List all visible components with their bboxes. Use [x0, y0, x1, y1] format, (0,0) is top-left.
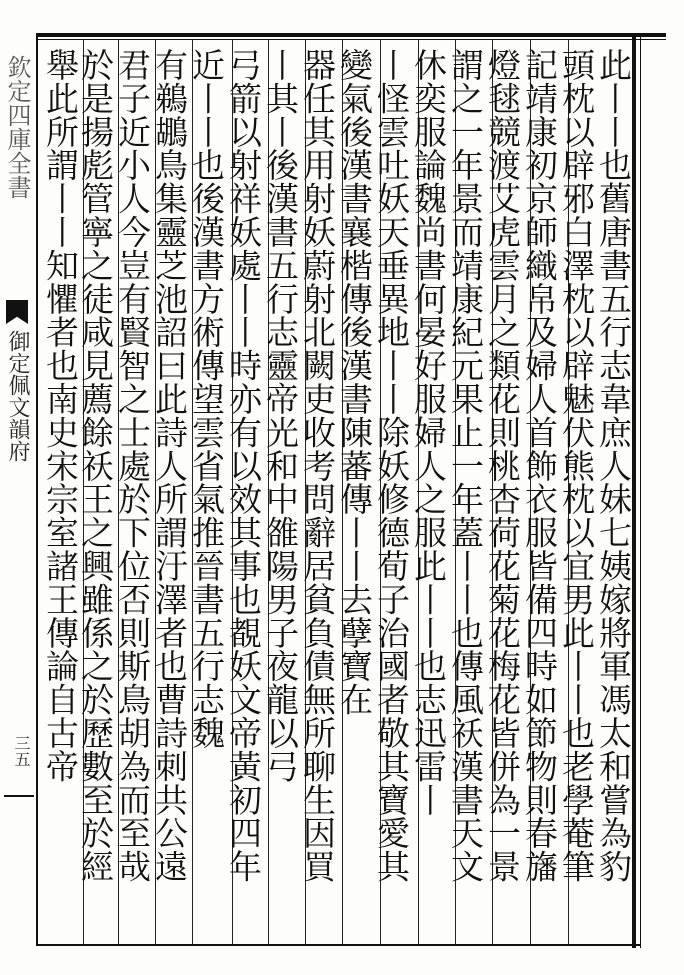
text-column-4: 燈毬競渡艾虎雲月之類花則桃杏荷花菊花梅花皆併為一景 [483, 48, 522, 883]
text-column-6: 休奕服論魏尚書何晏好服婦人之服此丨丨也志迅雷丨 [409, 48, 448, 817]
text-column-16: 舉此所謂丨丨知懼者也南史宋宗室諸王傳論自古帝 [41, 48, 80, 783]
page-number: 三五 [4, 735, 34, 797]
text-column-11: 弓箭以射祥妖處丨丨時亦有以效其事也覩妖文帝黃初四年 [224, 48, 263, 883]
margin-book-title: 御定佩文韻府 [5, 330, 30, 462]
text-column-5: 謂之一年景而靖康紀元果止一年蓋丨丨也傳風祅漢書天文 [446, 48, 485, 883]
margin-book-series-title: 欽定四庫全書 [3, 55, 31, 199]
text-column-7: 丨怪雲吐妖天垂異地丨丨除妖修德荀子治國者敬其寶愛其 [372, 48, 411, 883]
text-column-9: 器任其用射妖蔚射北闕吏收考問辭居貧負債無所聊生因買 [298, 48, 337, 883]
text-column-12: 近丨丨也後漢書方術傳望雲省氣推晉書五行志魏 [187, 48, 226, 750]
text-column-2: 頭枕以辟邪白澤枕以辟魅伏熊枕以宜男此丨丨也老學菴筆 [557, 48, 596, 883]
margin-border [36, 33, 38, 946]
text-column-13: 有鵜鶘鳥集靈芝池詔曰此詩人所謂汙澤者也曹詩刺共公遠 [150, 48, 189, 883]
frame-bottom-border [36, 944, 640, 946]
text-column-8: 變氣後漢書襄楷傳後漢書陳蕃傳丨丨去孽寶在 [335, 48, 374, 716]
text-column-1: 此丨丨也舊唐書五行志韋庶人妹七姨嫁將軍馮太和嘗為豹 [594, 48, 633, 883]
text-column-10: 丨其丨後漢書五行志靈帝光和中雒陽男子夜龍以弓 [261, 48, 300, 783]
text-column-14: 君子近小人今豈有賢智之士處於下位否則斯鳥胡為而至哉 [113, 48, 152, 883]
text-column-15: 於是揚彪管寧之徒咸見薦餘祅王之興雖係之於歷數至於經 [76, 48, 115, 883]
text-column-3: 記靖康初京師織帛及婦人首飾衣服皆備四時如節物則春旛 [520, 48, 559, 883]
frame-top-border [36, 33, 666, 37]
frame-right-inner-border [640, 33, 641, 948]
fishtail-mark-icon [6, 300, 28, 324]
frame-top-inner-border [36, 39, 666, 40]
